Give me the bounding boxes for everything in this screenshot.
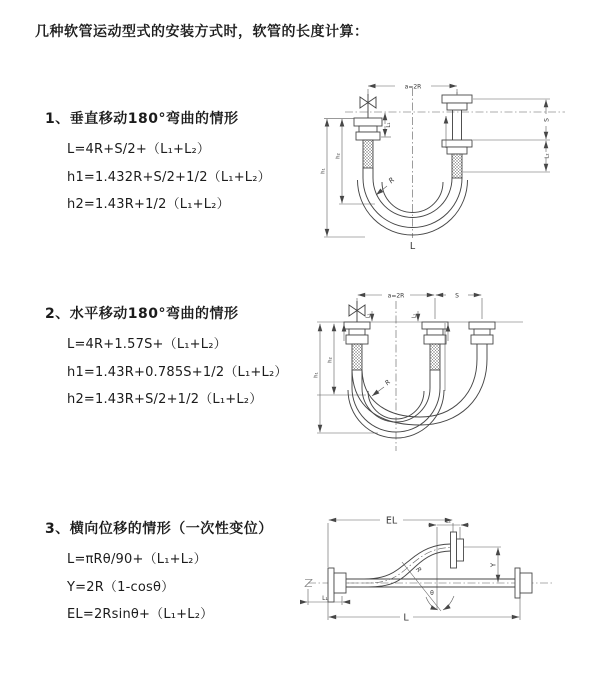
right-fitting	[442, 92, 472, 178]
hose-s-curve	[346, 544, 451, 587]
dim-el	[328, 516, 453, 568]
radius-callout	[376, 176, 396, 195]
dim-l2-label: L₂	[411, 313, 418, 319]
dim-h1-label: h₁	[313, 372, 320, 378]
radius-label: R	[387, 175, 397, 186]
dim-a2r-label: a=2R	[404, 83, 422, 91]
dim-l1	[381, 113, 392, 137]
dim-s-label: S	[543, 118, 551, 122]
formula-L-1: L=4R+S/2+（L₁+L₂）	[67, 142, 211, 157]
fittings	[344, 322, 495, 370]
dim-el-label: EL	[385, 515, 398, 527]
valve-icon	[360, 94, 376, 118]
section-horizontal-bend	[45, 303, 288, 414]
formula-h2-1: h2=1.43R+1/2（L₁+L₂）	[67, 197, 230, 212]
formula-L-3: L=πRθ/90+（L₁+L₂）	[67, 552, 207, 567]
dim-a2r-label: a=2R	[387, 292, 405, 300]
formula-Y-3: Y=2R（1-cosθ）	[67, 579, 175, 595]
diagram-vertical-bend	[313, 74, 590, 260]
dim-l2	[428, 518, 469, 610]
section-1-heading: 1、垂直移动180°弯曲的情形	[45, 111, 239, 127]
radius-label: R	[414, 565, 424, 575]
diagram-lateral-displacement	[300, 505, 595, 663]
diagram-horizontal-bend	[308, 283, 592, 457]
left-fitting	[354, 118, 382, 168]
angle-theta	[426, 590, 454, 610]
section-3-heading: 3、横向位移的情形（一次性变位）	[45, 521, 273, 537]
dim-h2-label: h₂	[327, 357, 334, 363]
page-title: 几种软管运动型式的安装方式时，软管的长度计算：	[35, 24, 369, 40]
radius-label: R	[383, 378, 393, 388]
dim-l2-label: L₂	[445, 517, 451, 525]
section-vertical-bend	[45, 108, 271, 219]
hose-u-position2	[352, 359, 487, 425]
formula-h1-2: h1=1.43R+0.785S+1/2（L₁+L₂）	[67, 364, 288, 380]
dim-l2-label: L₂	[544, 153, 551, 159]
valve-icon	[349, 301, 365, 322]
formula-h1-1: h1=1.432R+S/2+1/2（L₁+L₂）	[67, 169, 271, 185]
formula-h2-2: h2=1.43R+S/2+1/2（L₁+L₂）	[67, 392, 263, 407]
section-2-heading: 2、水平移动180°弯曲的情形	[45, 306, 239, 322]
upper-flange	[451, 532, 464, 568]
angle-theta-label: θ	[430, 590, 434, 597]
dim-h1-label: h₁	[320, 168, 327, 174]
dim-y-label: Y	[489, 562, 498, 568]
dim-s-l2	[463, 99, 551, 172]
dim-h2-label: h₂	[335, 153, 342, 159]
dim-y	[464, 547, 501, 582]
dim-l1-label: L₁	[386, 122, 392, 128]
dim-s-label: S	[455, 292, 459, 300]
formula-EL-3: EL=2Rsinθ+（L₁+L₂）	[67, 607, 214, 622]
radius-callout	[372, 378, 392, 396]
length-label: L	[409, 241, 416, 252]
dim-l	[328, 598, 520, 624]
left-flange	[328, 568, 346, 602]
section-lateral-displacement	[45, 518, 273, 629]
dim-a2r-s	[357, 292, 482, 319]
dim-l1-label: L₁	[322, 595, 328, 602]
radius-callout	[402, 562, 441, 611]
formula-L-2: L=4R+1.57S+（L₁+L₂）	[67, 337, 227, 352]
dim-l1-label: L₁	[365, 313, 372, 319]
dim-l-label: L	[403, 612, 409, 624]
